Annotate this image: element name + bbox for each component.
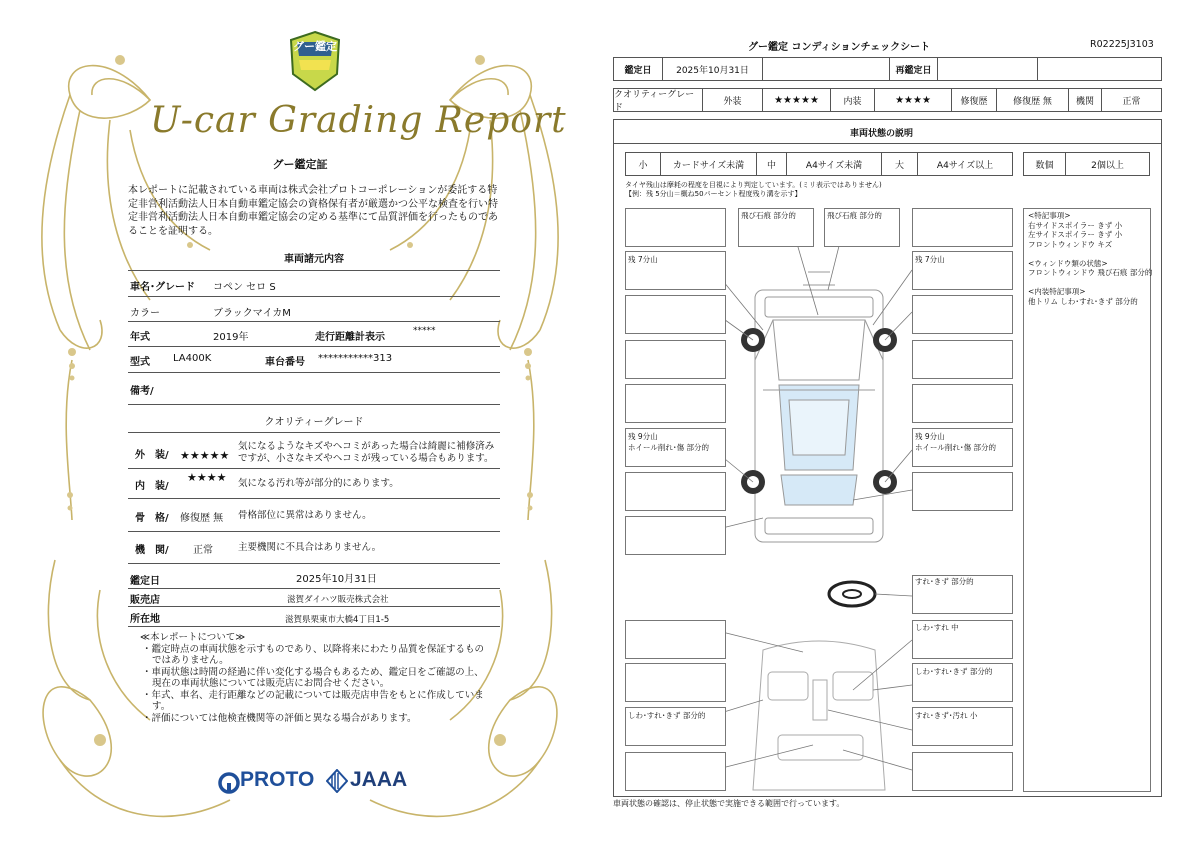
callout-box [625, 516, 726, 555]
appraisal-date-label: 鑑定日 [130, 576, 160, 587]
note-item: ・評価については他検査機関等の評価と異なる場合があります。 [142, 712, 417, 724]
quality-title: クオリティーグレード [264, 417, 364, 428]
exterior-stars: ★★★★★ [763, 89, 831, 111]
callout-text: 飛び石痕 部分的 [827, 211, 882, 220]
callout-box [625, 663, 726, 702]
legend-medium: 中 [757, 153, 787, 175]
certificate-statement: 本レポートに記載されている車両は株式会社プロトコーポレーションが委託する特定非営利活動法人日本自動車鑑定協会の資格保有者が厳選かつ公平な検査を行い特定非営利活動法人日本自動車鑑定協会の定める基準にて品質評価を行ったものであることを証明する。 [128, 185, 498, 237]
interior-stars: ★★★★ [187, 471, 227, 484]
legend-medium-desc: A4サイズ未満 [787, 153, 882, 175]
quality-grade-label: クオリティーグレード [614, 89, 703, 111]
callout-box [625, 384, 726, 423]
exterior-stars: ★★★★★ [180, 449, 230, 462]
divider [128, 606, 500, 607]
callout-text: すれ･きず 部分的 [915, 577, 974, 586]
exterior-label: 外装 [703, 89, 763, 111]
color-label: カラー [130, 308, 160, 319]
callout-text: すれ･きず･汚れ 小 [915, 711, 978, 720]
divider [128, 468, 500, 469]
legend-large-desc: A4サイズ以上 [936, 160, 994, 171]
size-legend [625, 152, 1013, 176]
year-value: 2019年 [213, 332, 249, 343]
side-note-line: <内装特記事項> [1028, 287, 1086, 296]
date-value: 2025年10月31日 [663, 58, 763, 80]
divider [613, 143, 1162, 144]
repair-value: 修復歴 無 [997, 89, 1069, 111]
interior-label: 内 装/ [135, 481, 169, 492]
callout-text: 残 7分山 [628, 255, 658, 264]
dealer-value: 滋賀ダイハツ販売株式会社 [287, 595, 389, 605]
sheet-code: R02225J3103 [1090, 39, 1154, 50]
divider [128, 626, 500, 627]
divider [128, 270, 500, 271]
side-note-line: <特記事項> [1028, 211, 1071, 220]
date-label: 鑑定日 [614, 58, 663, 80]
engine-label: 機関 [1069, 89, 1102, 111]
engine-label: 機 関/ [135, 545, 169, 556]
side-note-line: フロントウィンドウ キズ [1028, 239, 1113, 249]
model-label: 型式 [130, 357, 150, 368]
callout-text: しわ･すれ･きず 部分的 [915, 667, 993, 676]
callout-box [625, 752, 726, 791]
callout-text: 残 7分山 [915, 255, 945, 264]
year-label: 年式 [130, 332, 150, 343]
note-item: ・車両状態は時間の経過に伴い変化する場合もあるため、鑑定日をご確認の上、現在の車両状態については販売店にお問合せください。 [142, 666, 484, 689]
callout-box [625, 472, 726, 511]
side-note-line: <ウィンドウ類の状態> [1028, 258, 1108, 268]
footer-note: 車両状態の確認は、停止状態で実施できる範囲で行っています。 [613, 799, 845, 808]
jaaa-logo-icon [326, 769, 348, 793]
date-row [613, 57, 1162, 81]
exterior-desc: 気になるようなキズやヘコミがあった場合は綺麗に補修済みですが、小さなキズやヘコミが残っている場合もあります。 [238, 441, 495, 464]
remarks-label: 備考/ [130, 386, 154, 397]
engine-value: 正常 [193, 545, 213, 556]
callout-text: しわ･すれ 中 [915, 623, 959, 632]
mileage-value: ***** [413, 326, 436, 336]
reappraisal-value [938, 58, 1038, 80]
callout-text: 残 9分山 [915, 432, 945, 441]
divider [128, 432, 500, 433]
date-blank [763, 58, 890, 80]
notes-heading: ≪本レポートについて≫ [140, 632, 246, 643]
address-value: 滋賀県栗東市大橋4丁目1-5 [285, 615, 390, 625]
divider [128, 563, 500, 564]
note-item: ・年式、車名、走行距離などの記載については販売店申告をもとに作成しています。 [142, 689, 484, 712]
callout-box [912, 340, 1013, 379]
count-legend [1023, 152, 1150, 176]
side-note-line: 右サイドスポイラー きず 小 [1028, 220, 1123, 230]
badge-text: グー鑑定 [293, 40, 337, 53]
proto-brand: PROTO [240, 768, 315, 791]
car-name-label: 車名･グレード [130, 282, 195, 293]
legend-large: 大 [882, 153, 918, 175]
engine-desc: 主要機関に不具合はありません。 [238, 542, 382, 553]
sheet-title: グー鑑定 コンディションチェックシート [748, 42, 931, 53]
callout-box [625, 208, 726, 247]
chassis-label: 車台番号 [265, 357, 305, 368]
legend-count-desc: 2個以上 [1091, 160, 1124, 171]
proto-logo-icon [218, 772, 240, 794]
callout-text: 残 9分山 [628, 432, 658, 441]
interior-stars: ★★★★ [875, 89, 952, 111]
divider [128, 321, 500, 322]
callout-box [625, 620, 726, 659]
callout-text: ホイール削れ･傷 部分的 [628, 443, 709, 452]
legend-small-desc: カードサイズ未満 [661, 153, 757, 175]
report-notes [140, 632, 490, 724]
reappraisal-label: 再鑑定日 [890, 58, 938, 80]
callout-box [625, 295, 726, 334]
repair-label: 修復歴 [952, 89, 997, 111]
engine-value: 正常 [1122, 96, 1141, 107]
frame-value: 修復歴 無 [180, 513, 224, 524]
interior-desc: 気になる汚れ等が部分的にあります。 [238, 478, 399, 489]
color-value: ブラックマイカM [213, 308, 291, 319]
divider [128, 346, 500, 347]
divider [128, 531, 500, 532]
tire-note-2: 【例：残 5分山＝概ね50パーセント程度残り溝を示す】 [625, 190, 802, 198]
callout-box [625, 340, 726, 379]
side-note-line: 左サイドスポイラー きず 小 [1028, 230, 1123, 239]
address-label: 所在地 [130, 614, 160, 625]
legend-small: 小 [626, 153, 661, 175]
dealer-label: 販売店 [130, 595, 160, 606]
certificate-title: U-car Grading Report [150, 100, 567, 141]
quality-row [613, 88, 1162, 112]
mileage-label: 走行距離計表示 [315, 332, 385, 343]
callout-box [912, 472, 1013, 511]
callout-text: 飛び石痕 部分的 [741, 211, 796, 220]
model-value: LA400K [173, 353, 212, 364]
side-note-line: フロントウィンドウ 飛び石痕 部分的 [1028, 268, 1153, 277]
spec-title: 車両諸元内容 [284, 254, 344, 265]
interior-label: 内装 [831, 89, 875, 111]
side-note-line: 他トリム しわ･すれ･きず 部分的 [1028, 296, 1138, 306]
callout-box [912, 752, 1013, 791]
jaaa-brand: JAAA [350, 768, 408, 791]
certificate-heading: グー鑑定証 [272, 158, 328, 171]
callout-text: しわ･すれ･きず 部分的 [628, 711, 706, 720]
callout-box [912, 208, 1013, 247]
divider [128, 404, 500, 405]
tire-note-1: タイヤ残山は摩耗の程度を目視により判定しています。(ミリ表示ではありません) [625, 181, 882, 189]
car-name-value: コペン セロ S [213, 282, 276, 293]
legend-count: 数個 [1024, 153, 1066, 175]
callout-text: ホイール削れ･傷 部分的 [915, 443, 996, 452]
appraisal-date-value: 2025年10月31日 [296, 574, 377, 585]
divider [128, 296, 500, 297]
divider [128, 498, 500, 499]
chassis-value: ***********313 [318, 353, 393, 364]
frame-label: 骨 格/ [135, 513, 169, 524]
callout-box [912, 384, 1013, 423]
exterior-label: 外 装/ [135, 450, 169, 461]
divider [128, 588, 500, 589]
legend-title: 車両状態の説明 [850, 129, 914, 139]
frame-desc: 骨格部位に異常はありません。 [238, 510, 372, 521]
note-item: ・鑑定時点の車両状態を示すものであり、以降将来にわたり品質を保証するものではありません。 [142, 643, 485, 666]
callout-box [912, 295, 1013, 334]
divider [128, 372, 500, 373]
